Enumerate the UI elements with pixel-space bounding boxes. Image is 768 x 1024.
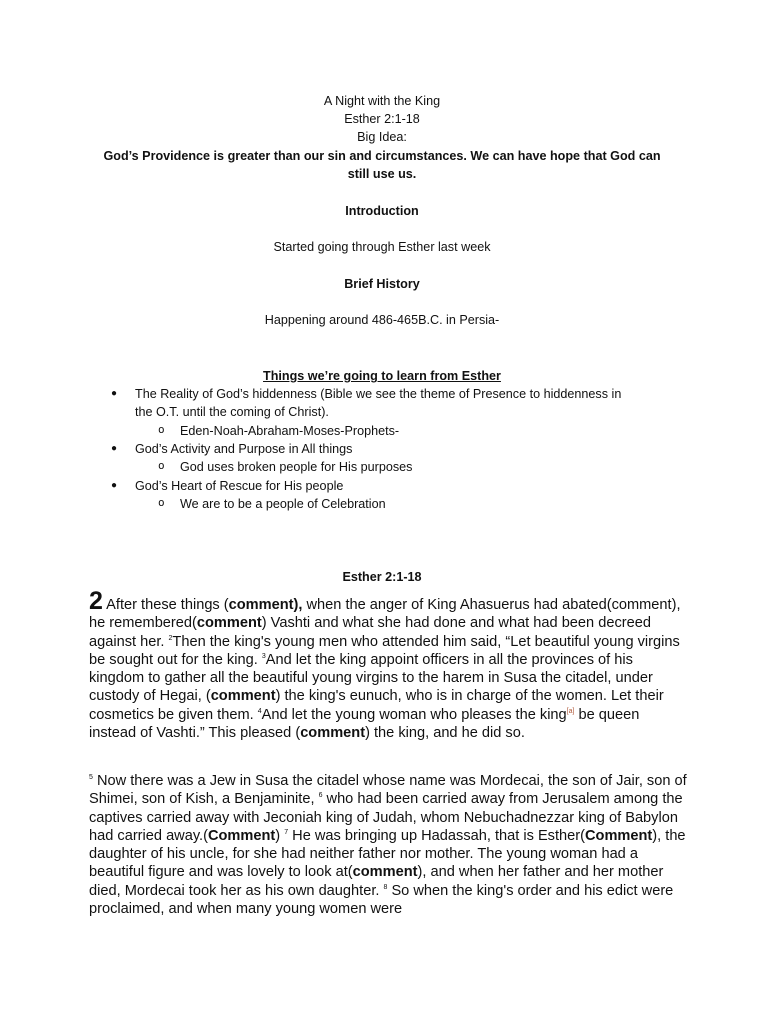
sub-list-item-text: We are to be a people of Celebration <box>180 497 386 511</box>
sub-bullet-icon: o <box>158 423 165 436</box>
scripture-paragraph-1: 2 After these things (comment), when the anger of King Ahasuerus had abated(comment), he remembered(comment) Vashti and what she had done and what had been decreed against her. $^2$Then the king's young men who attended him said, “Let beautiful young virgins be sought out for the king. $^3$And let the king appoint officers in all the provinces of his kingdom to gather all the beautiful young virgins to the harem in Susa the citadel, under custody of Hegai, (comment) the king's eunuch, who is in charge of the women. Let their cosmetics be given them. $^4$And let the young woman who pleases the king[a] be queen instead of Vashti.” This pleased (comment) the king, and he did so. <box>89 587 681 742</box>
history-text: Happening around 486-465B.C. in Persia- <box>264 313 500 327</box>
sub-list-item-text: Eden-Noah-Abraham-Moses-Prophets- <box>180 424 400 438</box>
list-item <box>111 385 671 422</box>
comment-marker: comment <box>352 864 418 881</box>
sub-bullet-icon: o <box>158 496 165 509</box>
verse-number: 4 <box>257 707 262 715</box>
big-idea-label: Big Idea: <box>357 130 407 144</box>
comment-marker: Comment <box>585 827 653 844</box>
big-idea-line-1: God’s Providence is greater than our sin and circumstances. We can have hope that God can <box>103 149 661 163</box>
sub-list-item <box>158 495 658 513</box>
list-item-text: The Reality of God’s hiddenness (Bible we see the theme of Presence to hiddenness in the O.T. until the coming of Christ). <box>135 387 622 420</box>
list-item <box>111 440 671 458</box>
bullet-icon: ● <box>111 480 118 491</box>
footnote-link[interactable]: [a] <box>566 707 575 715</box>
comment-marker: comment <box>300 725 366 742</box>
bullet-icon: ● <box>111 388 118 399</box>
history-heading: Brief History <box>344 277 420 291</box>
big-idea-line-2: still use us. <box>347 167 417 181</box>
sub-list-item <box>158 422 658 440</box>
comment-marker: Comment <box>207 827 276 844</box>
scripture-paragraph-2: $^5$ Now there was a Jew in Susa the citadel whose name was Mordecai, the son of Jair, son of Shimei, son of Kish, a Benjaminite, $^6$ who had been carried away from Jerusalem among the captives carried away with Jeconiah king of Judah, whom Nebuchadnezzar king of Babylon had carried away.(Comment) $^7$ He was bringing up Hadassah, that is Esther(Comment), the daughter of his uncle, for she had neither father nor mother. The young woman had a beautiful figure and was lovely to look at(comment), and when her father and her mother died, Mordecai took her as his own daughter. $^8$ So when the king's order and his edict were proclaimed, and when many young women were <box>89 773 687 918</box>
sub-bullet-icon: o <box>158 459 165 472</box>
introduction-heading: Introduction <box>345 204 419 218</box>
list-item-text: God’s Heart of Rescue for His people <box>135 479 344 493</box>
document-title: A Night with the King <box>323 94 441 108</box>
comment-marker: comment), <box>228 597 303 613</box>
verse-number: 2 <box>168 634 173 642</box>
scripture-heading: Esther 2:1-18 <box>342 570 422 584</box>
verse-number: 7 <box>284 829 289 837</box>
learn-heading: Things we’re going to learn from Esther <box>263 369 501 383</box>
comment-marker: comment <box>196 615 262 632</box>
bullet-icon: ● <box>111 443 118 454</box>
scripture-reference: Esther 2:1-18 <box>344 112 420 126</box>
chapter-number: 2 <box>89 587 103 615</box>
sub-list-item <box>158 458 658 476</box>
verse-number: 6 <box>318 792 323 800</box>
verse-number: 8 <box>383 883 388 891</box>
sub-list-item-text: God uses broken people for His purposes <box>180 460 413 474</box>
comment-marker: comment <box>210 688 276 705</box>
verse-number: 3 <box>261 653 266 661</box>
list-item <box>111 477 671 495</box>
introduction-text: Started going through Esther last week <box>273 240 491 254</box>
list-item-text: God’s Activity and Purpose in All things <box>135 442 353 456</box>
verse-number: 5 <box>89 774 93 782</box>
